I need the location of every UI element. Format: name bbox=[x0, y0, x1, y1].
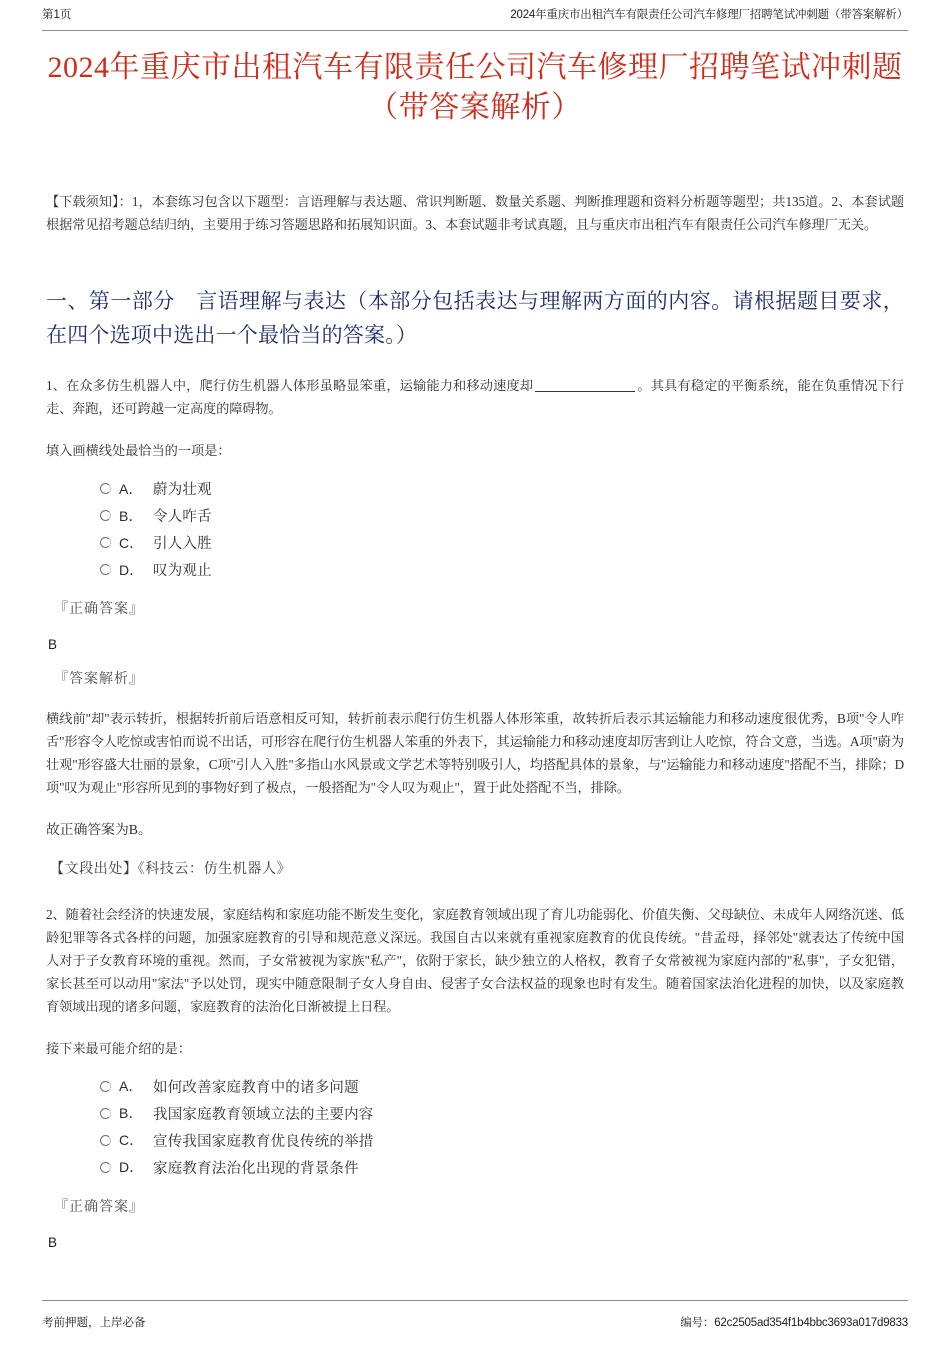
option-row[interactable] bbox=[100, 1154, 904, 1181]
download-notice: 【下载须知】：1，本套练习包含以下题型：言语理解与表达题、常识判断题、数量关系题、判断推理题和资料分析题等题型；共135道。2、本套试题根据常见招考题总结归纳，主要用于练习答题思路和拓展知识面。3、本套试题非考试真题，且与重庆市出租汽车有限责任公司汽车修理厂无关。 bbox=[46, 194, 904, 232]
option-list bbox=[46, 1073, 904, 1181]
question-block bbox=[46, 903, 904, 1253]
option-row[interactable] bbox=[100, 475, 904, 502]
option-label: 令人咋舌 bbox=[153, 509, 212, 526]
option-letter: D． bbox=[119, 1159, 144, 1176]
option-row[interactable] bbox=[100, 556, 904, 583]
option-row[interactable] bbox=[100, 502, 904, 529]
footer-document-id: 编号：62c2505ad354f1b4bbc3693a017d9833 bbox=[680, 1317, 908, 1329]
option-letter: D． bbox=[119, 561, 144, 578]
correct-answer-value: B bbox=[48, 637, 58, 653]
option-letter: C． bbox=[119, 1132, 144, 1149]
radio-button-icon[interactable] bbox=[100, 1135, 111, 1146]
option-label: 家庭教育法治化出现的背景条件 bbox=[153, 1160, 359, 1177]
option-row[interactable] bbox=[100, 1100, 904, 1127]
correct-answer-label: 『正确答案』 bbox=[54, 602, 144, 618]
option-label: 我国家庭教育领域立法的主要内容 bbox=[153, 1106, 374, 1123]
question-stem bbox=[46, 374, 904, 420]
question-stem-part-2: 。其具有稳定的平衡系统，能在负重情况下行走、奔跑，还可跨越一定高度的障碍物。 bbox=[46, 378, 904, 416]
question-stem-part-1: 1、在众多仿生机器人中，爬行仿生机器人体形虽略显笨重，运输能力和移动速度却 bbox=[46, 378, 534, 393]
page-title: 2024年重庆市出租汽车有限责任公司汽车修理厂招聘笔试冲刺题（带答案解析） bbox=[47, 51, 903, 124]
radio-button-icon[interactable] bbox=[100, 510, 111, 521]
answer-analysis-label: 『答案解析』 bbox=[54, 671, 144, 687]
option-row[interactable] bbox=[100, 1127, 904, 1154]
option-letter: B． bbox=[119, 507, 143, 524]
option-list bbox=[46, 475, 904, 583]
radio-button-icon[interactable] bbox=[100, 483, 111, 494]
option-letter: A． bbox=[119, 1078, 143, 1095]
radio-button-icon[interactable] bbox=[100, 564, 111, 575]
option-label: 叹为观止 bbox=[153, 563, 212, 580]
answer-blank-underline bbox=[535, 391, 635, 392]
answer-analysis-text: 横线前"却"表示转折，根据转折前后语意相反可知，转折前表示爬行仿生机器人体形笨重，故转折后表示其运输能力和移动速度很优秀，B项"令人咋舌"形容令人吃惊或害怕而说不出话，可形容在爬行仿生机器人笨重的外表下，其运输能力和移动速度却厉害到让人吃惊，符合文意，当选。A项"蔚为壮观"形容盛大壮丽的景象，C项"引人入胜"多指山水风景或文学艺术等特别吸引人，均搭配具体的景象，与"运输能力和移动速度"搭配不当，排除；D项"叹为观止"形容所见到的事物好到了极点，一般搭配为"令人叹为观止"，置于此处搭配不当，排除。 bbox=[46, 710, 904, 795]
question-prompt: 接下来最可能介绍的是： bbox=[46, 1040, 192, 1056]
correct-answer-value: B bbox=[48, 1234, 58, 1250]
option-row[interactable] bbox=[100, 1073, 904, 1100]
section-heading: 一、第一部分 言语理解与表达（本部分包括表达与理解两方面的内容。请根据题目要求，在四个选项中选出一个最恰当的答案。） bbox=[46, 289, 904, 347]
option-letter: A． bbox=[119, 480, 143, 497]
option-letter: B． bbox=[119, 1105, 143, 1122]
option-row[interactable] bbox=[100, 529, 904, 556]
option-letter: C． bbox=[119, 534, 144, 551]
document-content bbox=[46, 40, 904, 1266]
answer-conclusion: 故正确答案为B。 bbox=[46, 821, 152, 837]
question-block bbox=[46, 374, 904, 881]
running-footer bbox=[42, 1300, 908, 1331]
radio-button-icon[interactable] bbox=[100, 1162, 111, 1173]
option-label: 如何改善家庭教育中的诸多问题 bbox=[153, 1079, 359, 1096]
passage-source: 【文段出处】《科技云：仿生机器人》 bbox=[50, 861, 292, 877]
option-label: 宣传我国家庭教育优良传统的举措 bbox=[153, 1133, 374, 1150]
running-title: 2024年重庆市出租汽车有限责任公司汽车修理厂招聘笔试冲刺题（带答案解析） bbox=[510, 9, 908, 21]
question-stem: 2、随着社会经济的快速发展，家庭结构和家庭功能不断发生变化，家庭教育领域出现了育儿功能弱化、价值失衡、父母缺位、未成年人网络沉迷、低龄犯罪等各式各样的问题，加强家庭教育的引导和规范意义深远。我国自古以来就有重视家庭教育的优良传统。"昔孟母，择邻处"就表达了传统中国人对于子女教育环境的重视。然而，子女常被视为家族"私产"，依附于家长，缺少独立的人格权，教育子女常被视为家庭内部的"私事"，子女犯错，家长甚至可以动用"家法"予以处罚，现实中随意限制子女人身自由、侵害子女合法权益的现象也时有发生。随着国家法治化进程的加快，以及家庭教育领域出现的诸多问题，家庭教育的法治化日渐被提上日程。 bbox=[46, 906, 904, 1014]
option-label: 引人入胜 bbox=[153, 536, 212, 553]
page-number-label: 第1页 bbox=[42, 9, 72, 21]
radio-button-icon[interactable] bbox=[100, 1108, 111, 1119]
radio-button-icon[interactable] bbox=[100, 537, 111, 548]
option-label: 蔚为壮观 bbox=[153, 482, 212, 499]
correct-answer-label: 『正确答案』 bbox=[54, 1199, 144, 1215]
running-header bbox=[42, 8, 908, 31]
footer-slogan: 考前押题，上岸必备 bbox=[42, 1317, 146, 1329]
question-prompt: 填入画横线处最恰当的一项是： bbox=[46, 443, 231, 458]
radio-button-icon[interactable] bbox=[100, 1081, 111, 1092]
